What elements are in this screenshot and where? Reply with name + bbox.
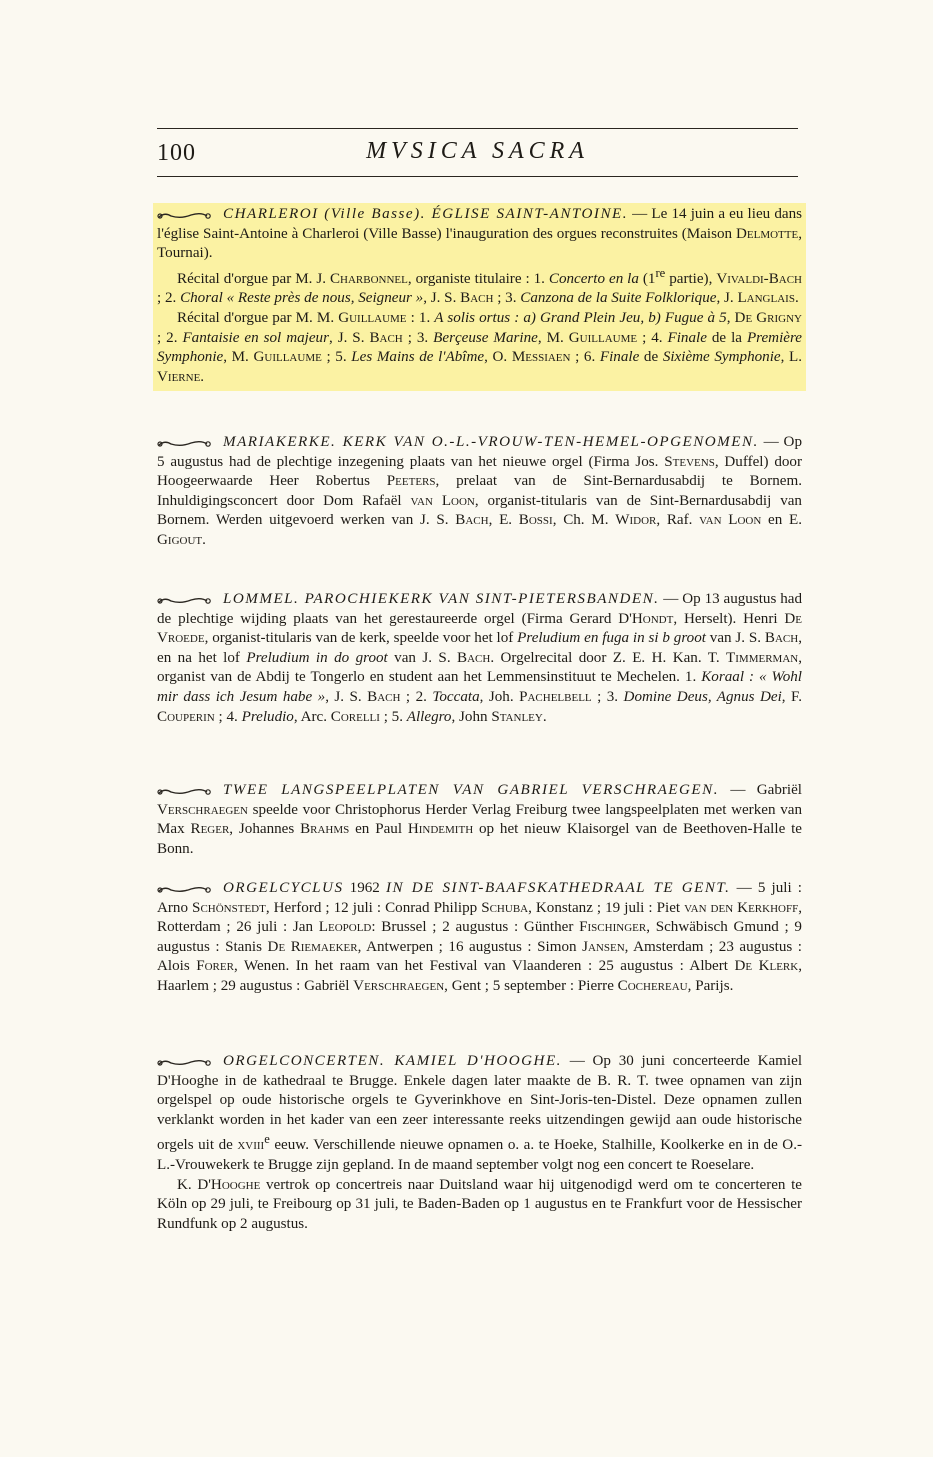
name: Widor xyxy=(615,512,657,529)
ornament-icon xyxy=(157,438,213,448)
text: , John xyxy=(451,708,492,725)
text: : Brussel ; 2 augustus : Günther xyxy=(371,919,580,936)
article-charleroi xyxy=(153,203,806,391)
name: van Loon xyxy=(699,512,762,529)
text: , Rotterdam ; 26 juli : Jan xyxy=(157,899,802,936)
name: Bach xyxy=(764,630,799,647)
text: . Orgelrecital door Z. E. H. Kan. T. xyxy=(490,649,727,666)
work-title: Concerto en la xyxy=(548,270,639,287)
text: ; 5. xyxy=(321,349,352,366)
text: , F. xyxy=(781,688,802,705)
text: . xyxy=(794,290,799,307)
work-title: Fantaisie en sol majeur xyxy=(182,329,329,346)
name: Corelli xyxy=(330,708,380,725)
text: , Duffel) door Hoogeerwaarde Heer Robertus xyxy=(157,453,802,490)
work-title: Berçeuse Marine xyxy=(433,329,538,346)
text: , M. xyxy=(537,329,569,346)
name: Gigout xyxy=(157,531,203,548)
text: speelde voor Christophorus Herder Verlag Freiburg twee langspeelplaten met werken van Max xyxy=(157,801,802,838)
work-title: Les Mains de l'Abîme xyxy=(351,349,485,366)
text: K. xyxy=(177,1176,198,1193)
text: , Joh. xyxy=(479,688,520,705)
text: ; 3. xyxy=(493,290,521,307)
text: , Ch. M. xyxy=(552,512,616,529)
text: — Op 30 juni concerteerde Kamiel D'Hooghe in de kathedraal te Brugge. Enkele dagen later maakte de B. R. T. twee opnamen van zijn orgelspel op oude historische orgels te Gyverinkhove en Sint-Joris-ten-Distel. Deze opnamen zullen verklankt worden in het kader van een zeer interessante reeks uitzendingen gewijd aan oude historische orgels uit de xyxy=(157,1053,803,1154)
text: , E. xyxy=(488,512,519,529)
ornament-icon xyxy=(157,210,213,220)
name: Bach xyxy=(457,649,491,666)
article-mariakerke xyxy=(153,433,806,551)
text: . xyxy=(202,531,206,548)
work-title: Domine Deus, Agnus Dei xyxy=(623,688,782,705)
work-title: Preludio xyxy=(241,708,294,725)
text: ; 4. xyxy=(214,708,242,725)
name: Guillaume xyxy=(568,329,638,346)
roman-numeral: xviii xyxy=(237,1137,265,1154)
name: Schuba xyxy=(481,899,529,916)
work-title: Finale xyxy=(667,329,707,346)
name: Vierne xyxy=(157,368,201,385)
name: Schönstedt xyxy=(192,899,266,916)
name: Forer xyxy=(196,958,234,975)
text: , L. xyxy=(780,349,803,366)
text: , xyxy=(726,310,735,326)
work-title: Preludium en fuga in si b groot xyxy=(517,630,706,647)
text: — 5 juli : Arno xyxy=(157,880,803,916)
name: D'Hondt xyxy=(618,610,674,627)
article-heading: LOMMEL. PAROCHIEKERK VAN SINT-PIETERSBANDEN. xyxy=(223,591,660,607)
name: van Loon xyxy=(410,492,475,509)
name: Bach xyxy=(369,329,403,346)
article-heading: ORGELCONCERTEN. KAMIEL D'HOOGHE. xyxy=(223,1053,562,1069)
text: , Amsterdam ; 23 augustus : Alois xyxy=(157,938,802,975)
text: , J. xyxy=(716,290,738,307)
text: , Wenen. In het raam van het Festival van Vlaanderen : 25 augustus : Albert xyxy=(233,958,735,975)
text: en E. xyxy=(761,512,802,529)
name: Leopold xyxy=(318,919,372,936)
name: Verschraegen xyxy=(353,977,445,994)
article-heading: ORGELCYCLUS xyxy=(223,880,344,896)
name: Bach xyxy=(367,688,401,705)
work-title: Preludium in do groot xyxy=(246,649,388,666)
name: Bach xyxy=(455,512,489,529)
name: van den Kerkhoff xyxy=(684,899,799,916)
text: ; 3. xyxy=(402,329,434,346)
name: Couperin xyxy=(157,708,215,725)
ornament-icon xyxy=(157,884,213,894)
text: , Herselt). Henri xyxy=(673,610,785,627)
header-rule-top xyxy=(157,128,798,129)
name: Reger xyxy=(190,821,230,838)
text: (1 xyxy=(638,270,656,287)
text: , Haarlem ; 29 augustus : Gabriël xyxy=(157,958,802,994)
name: Bossi xyxy=(518,512,553,529)
article-langspeelplaten xyxy=(153,781,806,859)
text: ; 5. xyxy=(379,708,407,725)
superscript: re xyxy=(655,265,666,280)
work-title: Choral « Reste près de nous, Seigneur » xyxy=(180,290,424,307)
text: , Tournai). xyxy=(157,225,802,262)
text: , Herford ; 12 juli : Conrad Philipp xyxy=(265,899,482,916)
name: Fischinger xyxy=(579,919,647,936)
article-heading: MARIAKERKE. KERK VAN O.-L.-VROUW-TEN-HEMEL-OPGENOMEN. xyxy=(223,434,759,450)
text: van J. S. xyxy=(705,630,765,647)
text: , prelaat van de Sint-Bernardusabdij te Bornem. Inhuldigingsconcert door Dom Rafaël xyxy=(157,473,803,509)
text: , organist-titularis van de kerk, speelde voor het lof xyxy=(204,630,518,647)
name: Guillaume xyxy=(338,310,407,326)
text: op het nieuw Klaisorgel van de Beethoven-Halle te Bonn. xyxy=(157,821,802,857)
name: Bach xyxy=(460,290,494,307)
name: De Grigny xyxy=(734,310,802,326)
text: partie), xyxy=(665,270,717,287)
name: Peeters xyxy=(386,473,436,490)
text: , J. S. xyxy=(423,290,461,307)
text: . xyxy=(200,368,205,385)
text: , Antwerpen ; 16 augustus : Simon xyxy=(357,938,583,955)
work-title: Toccata xyxy=(432,688,480,705)
ornament-icon xyxy=(157,1057,213,1067)
text: van J. S. xyxy=(387,649,458,666)
text: , Johannes xyxy=(229,821,301,838)
text: ; 6. xyxy=(570,349,600,366)
name: Stevens xyxy=(664,453,715,470)
name: Timmerman xyxy=(726,649,799,666)
header-rule-bottom xyxy=(157,176,798,177)
article-orgelcyclus xyxy=(153,879,806,997)
text: , J. S. xyxy=(328,329,370,346)
name: Stanley xyxy=(491,708,543,725)
text: , Gent ; 5 september : Pierre xyxy=(444,977,618,994)
text: de xyxy=(639,349,663,366)
heading-year: 1962 xyxy=(343,880,386,896)
name: Jansen xyxy=(582,938,625,955)
text: — Op 5 augustus had de plechtige inzegening plaats van het nieuwe orgel (Firma Jos. xyxy=(157,434,802,470)
text: , organist van de Abdij te Tongerlo en student aan het Lemmensinstituut te Mechelen. 1. xyxy=(157,649,802,686)
name: Cochereau xyxy=(617,977,688,994)
name: Brahms xyxy=(300,821,350,838)
text: . xyxy=(542,708,547,725)
name: De Vroede xyxy=(157,610,803,647)
work-title: Sixième Symphonie xyxy=(662,349,781,366)
text: ; 4. xyxy=(637,329,668,346)
text: ; 2. xyxy=(400,688,433,705)
name: Langlais xyxy=(737,290,795,307)
text: , en na het lof xyxy=(157,630,802,666)
name: Charbonnel xyxy=(329,270,408,287)
text: , O. xyxy=(484,349,512,366)
ornament-icon xyxy=(157,786,213,796)
text: ; 2. xyxy=(157,329,183,346)
text: , Konstanz ; 19 juli : Piet xyxy=(528,899,685,916)
text: ; 2. xyxy=(157,290,181,307)
text: , M. xyxy=(223,349,254,366)
page-number: 100 xyxy=(157,140,196,166)
article-heading: TWEE LANGSPEELPLATEN VAN GABRIEL VERSCHRAEGEN. xyxy=(223,782,719,798)
text: Récital d'orgue par M. M. xyxy=(177,310,339,326)
name: Vivaldi-Bach xyxy=(716,270,802,287)
work-title: Koraal : « Wohl mir dass ich Jesum habe » xyxy=(157,669,802,705)
text: en Paul xyxy=(349,821,408,838)
name: D'Hooghe xyxy=(197,1176,261,1193)
name: Verschraegen xyxy=(157,801,248,818)
text: , Schwäbisch Gmund ; 9 augustus : Stanis xyxy=(157,919,802,955)
text: , Raf. xyxy=(656,512,700,529)
name: Hindemith xyxy=(407,821,474,838)
work-title: Allegro xyxy=(406,708,452,725)
text: vertrok op concertreis naar Duitsland waar hij uitgenodigd werd om te concerteren te Köln op 29 juli, te Freibourg op 31 juli, te Baden-Baden op 1 augustus en te Frankfurt voor de Hessischer Rundfunk op 2 augustus. xyxy=(157,1176,803,1232)
work-title: A solis ortus : a) Grand Plein Jeu, b) Fugue à 5 xyxy=(434,310,727,326)
text: , organiste titulaire : 1. xyxy=(407,270,549,287)
text: — Gabriël xyxy=(718,782,802,798)
text: , Arc. xyxy=(293,708,331,725)
text: , organist-titularis van de Sint-Bernardusabdij van Bornem. Werden uitgevoerd werken van J. S. xyxy=(157,492,802,529)
superscript: e xyxy=(264,1132,270,1147)
running-title: MVSICA SACRA xyxy=(366,138,589,164)
article-heading: IN DE SINT-BAAFSKATHEDRAAL TE GENT. xyxy=(386,880,731,896)
text: , Parijs. xyxy=(687,977,734,994)
text: de la xyxy=(706,329,747,346)
work-title: Première Symphonie xyxy=(157,329,802,366)
text: eeuw. Verschillende nieuwe opnamen o. a. te Hoeke, Stalhille, Koolkerke en in de O.-L.-Vrouwekerk te Brugge zijn gepland. In de maand september volgt nog een concert te Roeselare. xyxy=(157,1137,802,1173)
name: De Klerk xyxy=(734,958,799,975)
text: — Le 14 juin a eu lieu dans l'église Saint-Antoine à Charleroi (Ville Basse) l'inauguration des orgues reconstruites (Maison xyxy=(157,206,802,242)
article-orgelconcerten xyxy=(153,1052,806,1234)
name: Guillaume xyxy=(253,349,322,366)
text: ; 3. xyxy=(591,688,624,705)
name: Delmotte xyxy=(735,225,799,242)
work-title: Finale xyxy=(599,349,640,366)
article-heading: CHARLEROI (Ville Basse). ÉGLISE SAINT-ANTOINE. xyxy=(223,206,629,222)
text: — Op 13 augustus had de plechtige wijding plaats van het gerestaureerde orgel (Firma Gerard xyxy=(157,591,802,627)
article-lommel xyxy=(153,590,806,727)
text: : 1. xyxy=(406,310,435,326)
name: De Riemaeker xyxy=(267,938,358,955)
text: Récital d'orgue par M. J. xyxy=(177,270,330,287)
text: , J. S. xyxy=(325,688,368,705)
work-title: Canzona de la Suite Folklorique xyxy=(520,290,717,307)
name: Messiaen xyxy=(511,349,571,366)
ornament-icon xyxy=(157,595,213,605)
name: Pachelbell xyxy=(519,688,592,705)
